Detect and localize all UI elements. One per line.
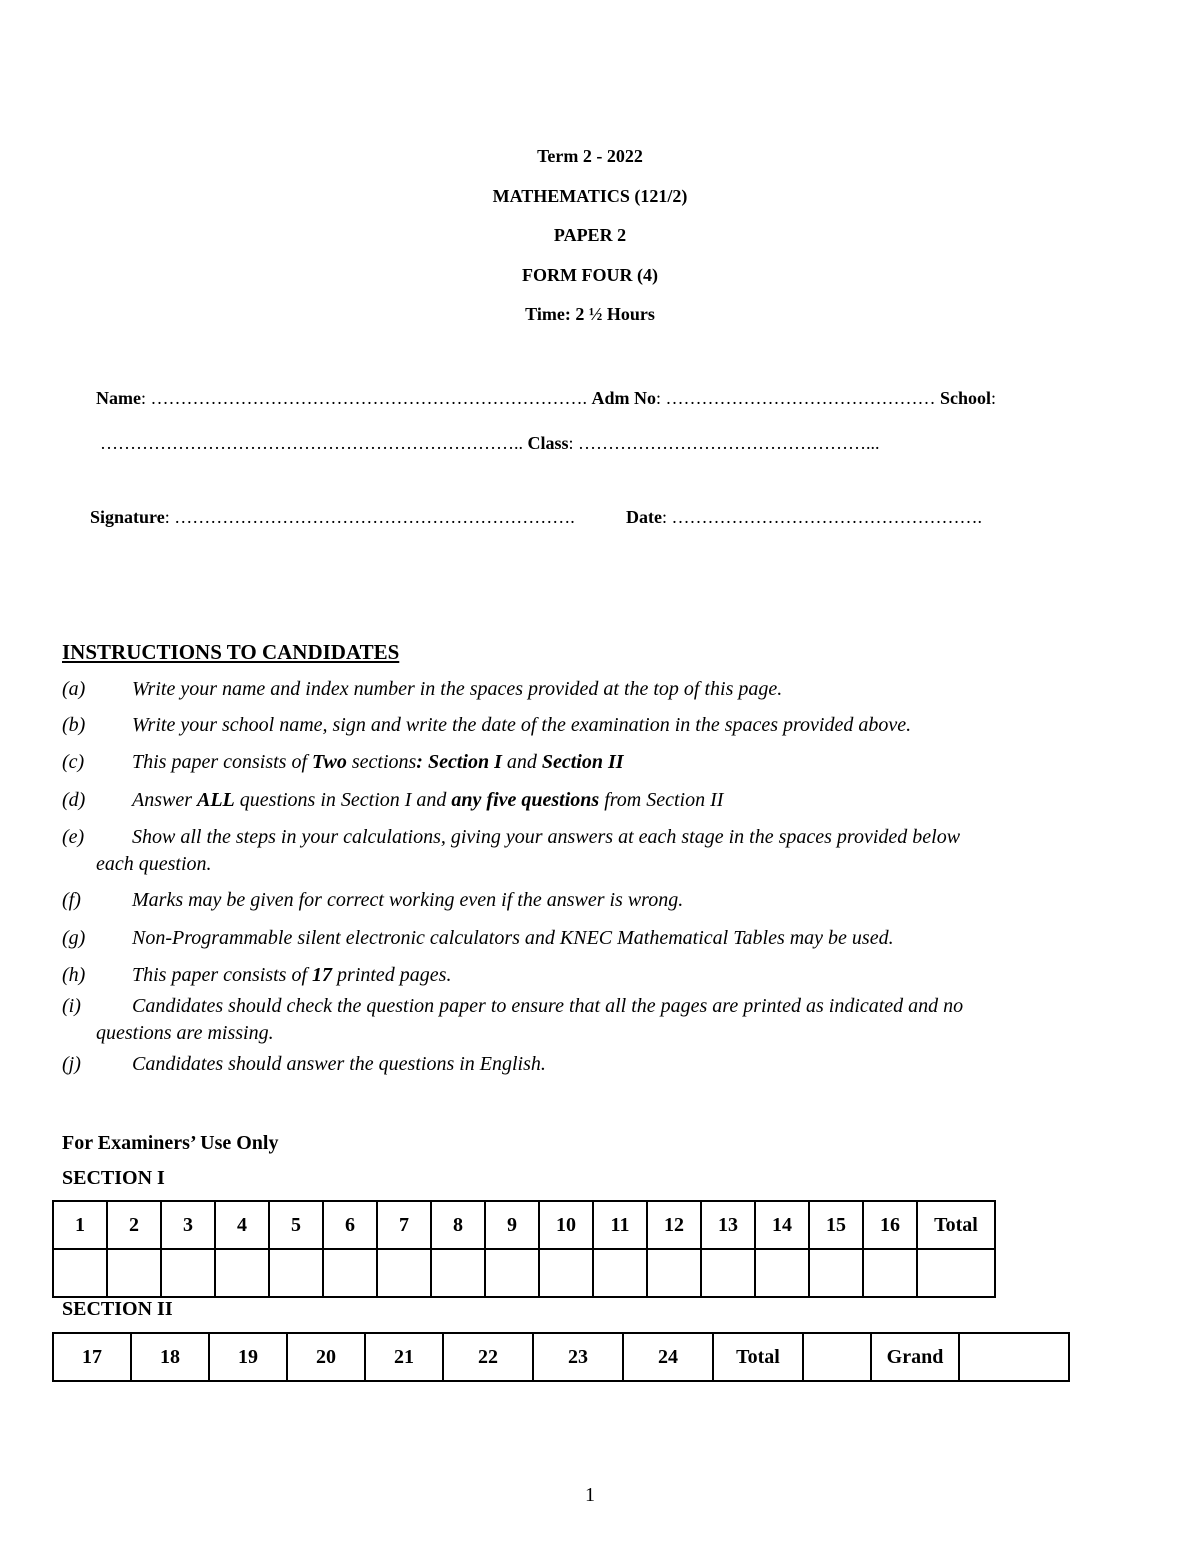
- instruction-continuation: each question.: [96, 853, 212, 875]
- section2-total-cell[interactable]: [803, 1333, 871, 1381]
- school-colon: :: [991, 388, 997, 408]
- instruction-letter: (f): [62, 889, 81, 911]
- table-header-cell: 14: [755, 1201, 809, 1249]
- table-header-cell: Total: [713, 1333, 803, 1381]
- instruction-item: [62, 887, 1122, 914]
- table-header-cell: 15: [809, 1201, 863, 1249]
- instructions-title: INSTRUCTIONS TO CANDIDATES: [62, 640, 400, 664]
- instruction-item: [62, 824, 1122, 878]
- marks-cell[interactable]: [107, 1249, 161, 1297]
- table-header-cell: 22: [443, 1333, 533, 1381]
- table-header-cell: 10: [539, 1201, 593, 1249]
- table-header-cell: 3: [161, 1201, 215, 1249]
- instruction-text: Write your name and index number in the spaces provided at the top of this page.: [132, 678, 783, 700]
- table-header-cell: 21: [365, 1333, 443, 1381]
- section1-marks-table: [52, 1200, 996, 1298]
- name-label: Name: [96, 388, 141, 408]
- signature-row: [90, 507, 575, 528]
- instruction-text: Candidates should check the question paper to ensure that all the pages are printed as indicated and no: [132, 995, 964, 1017]
- marks-cell[interactable]: [539, 1249, 593, 1297]
- table-header-cell: 9: [485, 1201, 539, 1249]
- instruction-letter: (a): [62, 678, 86, 700]
- marks-cell[interactable]: [215, 1249, 269, 1297]
- instruction-item: [62, 676, 1122, 703]
- marks-cell[interactable]: [593, 1249, 647, 1297]
- instruction-item: [62, 925, 1122, 952]
- table-header-cell: 12: [647, 1201, 701, 1249]
- section2-marks-table: [52, 1332, 1070, 1382]
- signature-field[interactable]: : ………………………………………………………….: [164, 507, 575, 527]
- grand-total-cell[interactable]: [959, 1333, 1069, 1381]
- candidate-fields-row2: [100, 433, 880, 454]
- marks-cell[interactable]: [647, 1249, 701, 1297]
- instruction-text: This paper consists of: [132, 751, 313, 773]
- marks-cell[interactable]: [809, 1249, 863, 1297]
- marks-cell[interactable]: [161, 1249, 215, 1297]
- instruction-letter: (j): [62, 1053, 81, 1075]
- school-field[interactable]: ……………………………………………………………..: [100, 433, 523, 453]
- instruction-letter: (b): [62, 714, 86, 736]
- table-header-cell: 16: [863, 1201, 917, 1249]
- marks-cell[interactable]: [431, 1249, 485, 1297]
- name-field[interactable]: : ……………………………………………………………….: [140, 388, 587, 408]
- table-header-cell: 20: [287, 1333, 365, 1381]
- instruction-item: [62, 993, 1122, 1047]
- instruction-text: questions in Section I and: [234, 789, 452, 811]
- instruction-item: [62, 712, 1122, 739]
- class-label: Class: [527, 433, 569, 453]
- table-header-cell: 5: [269, 1201, 323, 1249]
- table-header-cell: 8: [431, 1201, 485, 1249]
- table-header-cell: 2: [107, 1201, 161, 1249]
- table-header-cell: 11: [593, 1201, 647, 1249]
- section1-marks-row: [53, 1249, 995, 1297]
- instruction-text: from Section II: [599, 789, 724, 811]
- instruction-bold: Two: [312, 751, 347, 773]
- instruction-letter: (c): [62, 751, 85, 773]
- table-header-cell: 24: [623, 1333, 713, 1381]
- examiners-use-title: For Examiners’ Use Only: [62, 1132, 279, 1154]
- instruction-letter: (d): [62, 789, 86, 811]
- section2-row: [53, 1333, 1069, 1381]
- table-header-cell: 4: [215, 1201, 269, 1249]
- marks-cell[interactable]: [755, 1249, 809, 1297]
- instruction-text: Candidates should answer the questions in English.: [132, 1053, 546, 1075]
- instruction-bold: ALL: [197, 789, 235, 811]
- table-header-cell: 18: [131, 1333, 209, 1381]
- instruction-text: Answer: [132, 789, 197, 811]
- marks-cell[interactable]: [53, 1249, 107, 1297]
- instruction-letter: (h): [62, 964, 86, 986]
- marks-cell[interactable]: [323, 1249, 377, 1297]
- instruction-letter: (g): [62, 927, 86, 949]
- instruction-text: sections: [346, 751, 417, 773]
- marks-cell[interactable]: [917, 1249, 995, 1297]
- date-field[interactable]: : …………………………………………….: [661, 507, 982, 527]
- marks-cell[interactable]: [269, 1249, 323, 1297]
- table-header-cell: 23: [533, 1333, 623, 1381]
- date-label: Date: [626, 507, 662, 527]
- form-heading: FORM FOUR (4): [522, 265, 658, 285]
- instruction-item: [62, 749, 1122, 776]
- section1-label: SECTION I: [62, 1167, 165, 1189]
- table-header-cell: Total: [917, 1201, 995, 1249]
- instruction-text: Non-Programmable silent electronic calculators and KNEC Mathematical Tables may be used.: [132, 927, 894, 949]
- table-header-cell: 7: [377, 1201, 431, 1249]
- instruction-bold: : Section I: [416, 751, 502, 773]
- table-header-cell: 1: [53, 1201, 107, 1249]
- candidate-fields-row1: [96, 388, 996, 409]
- instruction-bold: 17: [312, 964, 333, 986]
- signature-label: Signature: [90, 507, 165, 527]
- instruction-item: [62, 1051, 1122, 1078]
- instruction-text: Show all the steps in your calculations, giving your answers at each stage in the spaces provided below: [132, 826, 961, 848]
- class-field[interactable]: : …………………………………………...: [568, 433, 880, 453]
- instruction-letter: (e): [62, 826, 85, 848]
- instruction-continuation: questions are missing.: [96, 1022, 274, 1044]
- paper-heading: PAPER 2: [553, 225, 627, 245]
- instruction-letter: (i): [62, 995, 81, 1017]
- section1-header-row: [53, 1201, 995, 1249]
- adm-label: Adm No: [591, 388, 657, 408]
- instruction-bold: any five questions: [451, 789, 600, 811]
- instruction-text: printed pages.: [332, 964, 452, 986]
- instruction-text: Marks may be given for correct working even if the answer is wrong.: [132, 889, 684, 911]
- time-heading: Time: 2 ½ Hours: [525, 304, 655, 324]
- instruction-text: and: [501, 751, 542, 773]
- page-number: 1: [585, 1484, 595, 1506]
- marks-cell[interactable]: [701, 1249, 755, 1297]
- table-header-cell: 13: [701, 1201, 755, 1249]
- marks-cell[interactable]: [863, 1249, 917, 1297]
- marks-cell[interactable]: [377, 1249, 431, 1297]
- date-row: [626, 507, 982, 528]
- instruction-text: Write your school name, sign and write the date of the examination in the spaces provided above.: [132, 714, 912, 736]
- section2-label: SECTION II: [62, 1298, 173, 1320]
- table-header-cell: Grand: [871, 1333, 959, 1381]
- instruction-item: [62, 962, 1122, 989]
- school-label: School: [940, 388, 992, 408]
- marks-cell[interactable]: [485, 1249, 539, 1297]
- term-heading: Term 2 - 2022: [537, 146, 643, 166]
- adm-field[interactable]: : ………………………………………: [656, 388, 936, 408]
- table-header-cell: 6: [323, 1201, 377, 1249]
- instruction-bold: Section II: [541, 751, 624, 773]
- table-header-cell: 19: [209, 1333, 287, 1381]
- subject-heading: MATHEMATICS (121/2): [492, 186, 688, 206]
- instruction-text: This paper consists of: [132, 964, 313, 986]
- table-header-cell: 17: [53, 1333, 131, 1381]
- instruction-item: [62, 787, 1122, 814]
